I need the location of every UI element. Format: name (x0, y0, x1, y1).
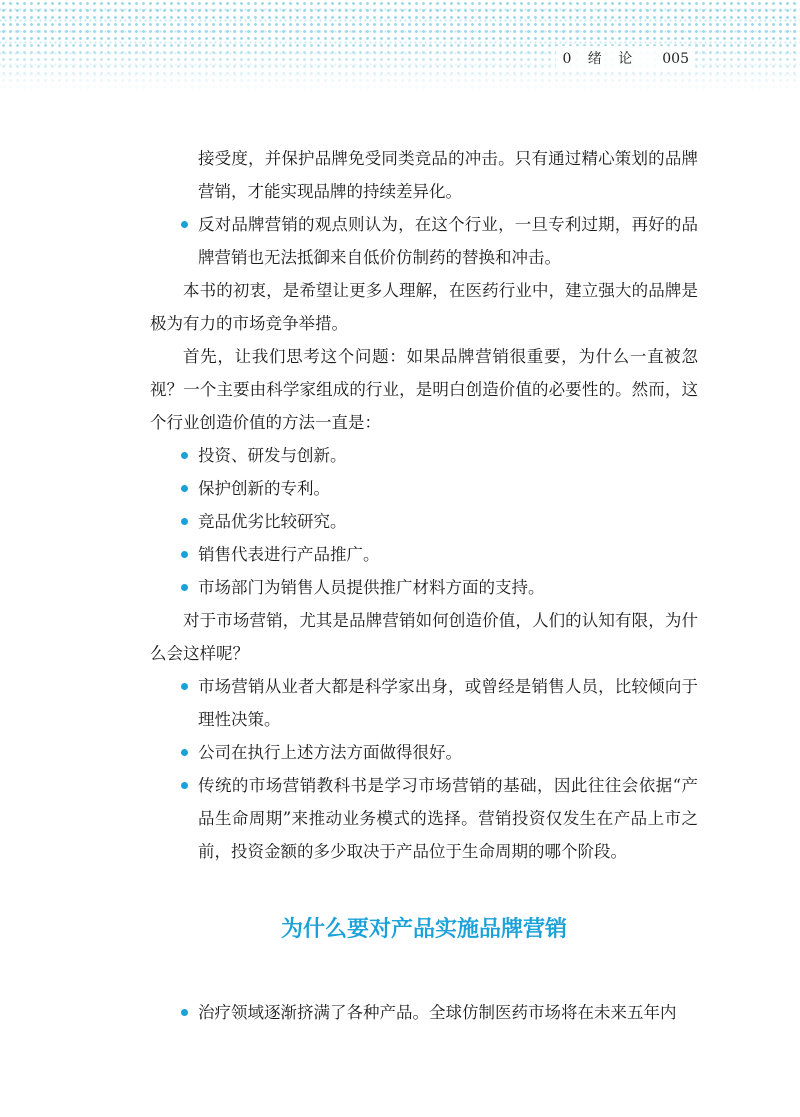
list-item-text: 治疗领域逐渐挤满了各种产品。全球仿制医药市场将在未来五年内 (198, 1003, 677, 1022)
chapter-label: 0 绪 论 (562, 51, 639, 67)
list-item (150, 439, 698, 472)
list-item (150, 769, 698, 868)
bullet-dot-icon (181, 485, 188, 492)
bullet-dot-icon (181, 551, 188, 558)
bullet-dot-icon (181, 782, 188, 789)
list-item-text: 公司在执行上述方法方面做得很好。 (198, 743, 462, 762)
paragraph: 对于市场营销，尤其是品牌营销如何创造价值，人们的认知有限，为什么会这样呢？ (150, 611, 698, 663)
list-item-text: 竞品优劣比较研究。 (198, 512, 347, 531)
body-text (150, 142, 698, 1029)
bullet-continuation: 接受度，并保护品牌免受同类竞品的冲击。只有通过精心策划的品牌营销，才能实现品牌的持续差异化。 (198, 149, 698, 201)
paragraph: 本书的初衷，是希望让更多人理解，在医药行业中，建立强大的品牌是极为有力的市场竞争举措。 (150, 281, 698, 333)
list-item (150, 538, 698, 571)
bullet-dot-icon (181, 584, 188, 591)
list-item-text: 反对品牌营销的观点则认为，在这个行业，一旦专利过期，再好的品牌营销也无法抵御来自低价仿制药的替换和冲击。 (198, 215, 698, 267)
section-heading: 为什么要对产品实施品牌营销 (280, 917, 567, 942)
list-item-text: 投资、研发与创新。 (198, 446, 347, 465)
page-number: 005 (662, 51, 689, 67)
bullet-dot-icon (181, 1009, 188, 1016)
list-item (150, 670, 698, 736)
paragraph: 首先，让我们思考这个问题：如果品牌营销很重要，为什么一直被忽视？一个主要由科学家组成的行业，是明白创造价值的必要性的。然而，这个行业创造价值的方法一直是： (150, 347, 698, 432)
list-item (150, 571, 698, 604)
list-item-text: 传统的市场营销教科书是学习市场营销的基础，因此往往会依据“产品生命周期”来推动业务模式的选择。营销投资仅发生在产品上市之前，投资金额的多少取决于产品位于生命周期的哪个阶段。 (198, 776, 698, 861)
list-item-text: 销售代表进行产品推广。 (198, 545, 380, 564)
bullet-dot-icon (181, 683, 188, 690)
list-item-text: 市场部门为销售人员提供推广材料方面的支持。 (198, 578, 545, 597)
list-item-text: 市场营销从业者大都是科学家出身，或曾经是销售人员，比较倾向于理性决策。 (198, 677, 698, 729)
list-item (150, 505, 698, 538)
list-item-text: 保护创新的专利。 (198, 479, 330, 498)
bullet-dot-icon (181, 749, 188, 756)
running-head (556, 46, 695, 70)
list-item (150, 996, 698, 1029)
bullet-dot-icon (181, 221, 188, 228)
bullet-dot-icon (181, 452, 188, 459)
bullet-dot-icon (181, 518, 188, 525)
list-item (150, 208, 698, 274)
list-item (150, 736, 698, 769)
list-item (150, 472, 698, 505)
